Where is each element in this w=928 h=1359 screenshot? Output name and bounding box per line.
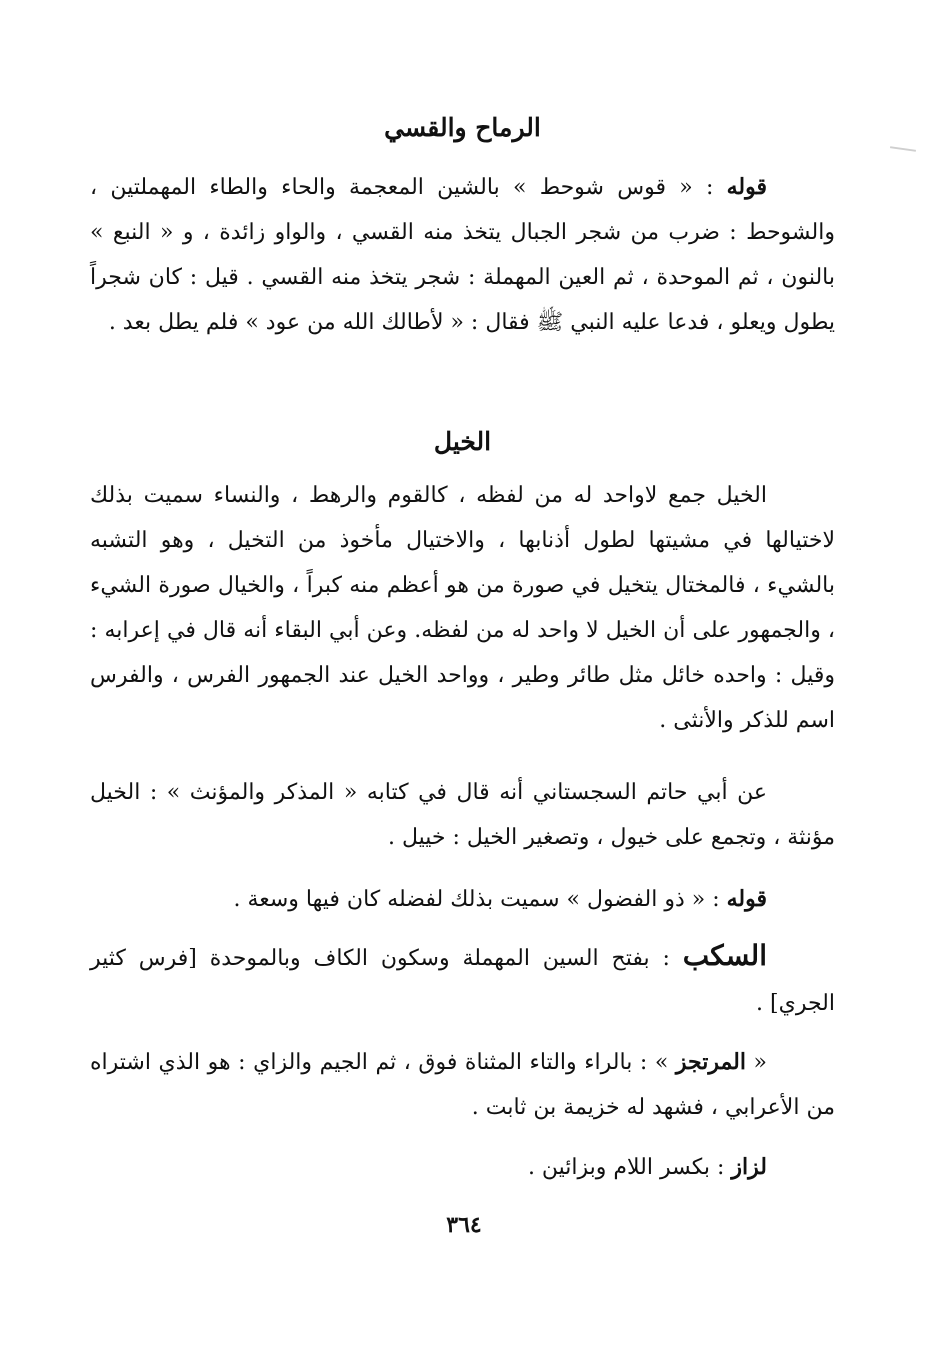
paragraph-al-sakb — [90, 933, 835, 1026]
paragraph-bows — [90, 165, 835, 345]
page-number: ٣٦٤ — [446, 1212, 482, 1238]
paragraph-dhu-al-fudul-text: : « ذو الفضول » سميت بذلك لفضله كان فيها وسعة . — [233, 887, 727, 912]
paragraph-lizaz — [90, 1145, 835, 1190]
paragraph-abu-hatim: عن أبي حاتم السجستاني أنه قال في كتابه « المذكر والمؤنث » : الخيل مؤنثة ، وتجمع على خيول ، وتصغير الخيل : خييل . — [90, 780, 835, 850]
section-title-spears-bows: الرماح والقسي — [384, 113, 541, 142]
term-al-murtajiz: المرتجز — [675, 1049, 746, 1075]
term-qawluhu: قوله — [726, 174, 767, 200]
scan-artifact — [890, 146, 916, 152]
term-al-sakb: السكب — [682, 939, 767, 972]
paragraph-al-murtajiz-text: » : بالراء والتاء المثناة فوق ، ثم الجيم والزاي : هو الذي اشتراه من الأعرابي ، فشهد له خزيمة بن ثابت . — [90, 1050, 835, 1120]
paragraph-al-sakb-text: : بفتح السين المهملة وسكون الكاف وبالموحدة [فرس كثير الجري] . — [90, 946, 835, 1016]
paragraph-dhu-al-fudul — [90, 877, 835, 922]
section-title-horses: الخيل — [433, 427, 492, 456]
open-quote: « — [746, 1050, 768, 1075]
paragraph-al-murtajiz — [90, 1040, 835, 1130]
term-lizaz: لزاز — [731, 1154, 767, 1180]
term-qawluhu: قوله — [726, 886, 767, 912]
paragraph-bows-text: : « قوس شوحط » بالشين المعجمة والحاء والطاء المهملتين ، والشوحط : ضرب من شجر الجبال يتخذ منه القسي ، والواو زائدة ، و « النبع » بالنون ، ثم الموحدة ، ثم العين المهملة : شجر يتخذ منه القسي . قيل : كان شجراً يطول ويعلو ، فدعا عليه النبي ﷺ فقال : « لأطالك الله من عود » فلم يطل بعد . — [90, 175, 835, 335]
paragraph-lizaz-text: : بكسر اللام وبزائين . — [527, 1155, 732, 1180]
paragraph-horses-definition: الخيل جمع لاواحد له من لفظه ، كالقوم والرهط ، والنساء سميت بذلك لاختيالها في مشيتها لطول أذنابها ، والاختيال مأخوذ من التخيل ، وهو التشبه بالشيء ، فالمختال يتخيل في صورة من هو أعظم منه كبراً ، والخيال صورة الشيء ، والجمهور على أن الخيل لا واحد له من لفظه. وعن أبي البقاء أنه قال في إعرابه : وقيل : واحده خائل مثل طائر وطير ، وواحد الخيل عند الجمهور الفرس ، والفرس اسم للذكر والأنثى . — [90, 483, 835, 733]
